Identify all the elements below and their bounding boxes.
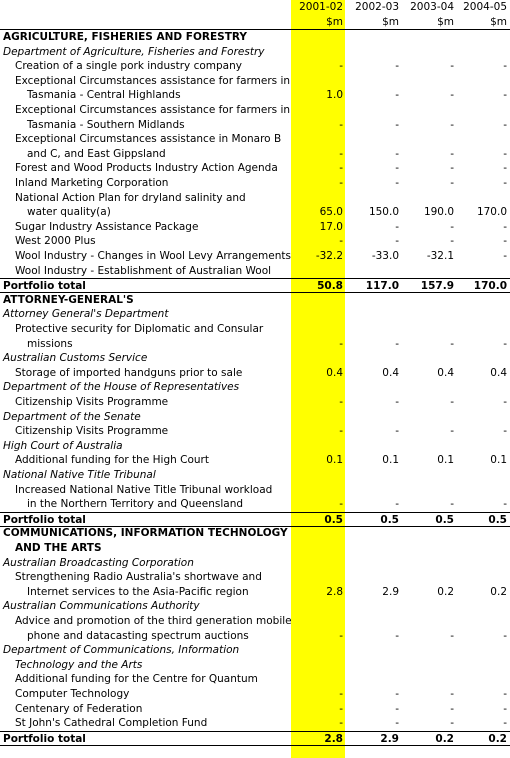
table-row	[0, 366, 510, 381]
table-row	[0, 249, 510, 264]
cell-2001-02: -	[339, 396, 343, 408]
department-row	[0, 380, 510, 395]
cell-2001-02: 1.0	[326, 89, 343, 102]
cell-2003-04: -	[450, 425, 454, 438]
department-row	[0, 468, 510, 483]
section-heading-row	[0, 541, 510, 556]
unit-label: $m	[382, 15, 399, 28]
portfolio-total-row	[0, 731, 510, 746]
table-row	[0, 74, 510, 89]
cell-2004-05: -	[503, 702, 507, 715]
cell-2003-04: 157.9	[420, 280, 454, 293]
department-row	[0, 556, 510, 571]
cell-2001-02: -	[339, 60, 343, 73]
table-row	[0, 161, 510, 176]
row-label: ATTORNEY-GENERAL'S	[3, 293, 134, 306]
cell-2002-03: 117.0	[365, 280, 399, 293]
cell-2003-04: -	[450, 629, 454, 642]
department-row	[0, 351, 510, 366]
cell-2002-03: -	[395, 60, 399, 73]
table-row	[0, 497, 510, 512]
row-label: missions	[27, 337, 73, 350]
table-row	[0, 614, 510, 629]
cell-2004-05: -	[503, 162, 507, 175]
table-row	[0, 147, 510, 162]
cell-2002-03: -	[395, 498, 399, 511]
row-label: Centenary of Federation	[15, 702, 143, 715]
table-row	[0, 322, 510, 337]
cell-2001-02: 0.1	[326, 454, 343, 467]
row-label: Australian Broadcasting Corporation	[3, 556, 194, 569]
department-row	[0, 439, 510, 454]
cell-2003-04: 0.1	[437, 454, 454, 467]
cell-2004-05: -	[503, 235, 507, 248]
table-row	[0, 424, 510, 439]
cell-2004-05: -	[503, 629, 507, 642]
cell-2001-02: 50.8	[317, 280, 343, 293]
row-label: Portfolio total	[3, 513, 86, 526]
row-label: Exceptional Circumstances assistance for farmers in	[15, 74, 291, 87]
row-label: Citizenship Visits Programme	[15, 425, 169, 438]
row-label: Tasmania - Central Highlands	[27, 89, 181, 102]
cell-2001-02: 17.0	[319, 220, 343, 233]
cell-2003-04: -	[450, 498, 454, 511]
col-header-2001-02: 2001-02	[299, 1, 343, 13]
row-label: Sugar Industry Assistance Package	[15, 220, 199, 233]
row-label: Advice and promotion of the third generation mobile	[15, 615, 292, 627]
row-label: Exceptional Circumstances assistance in Monaro B	[15, 133, 282, 146]
table-row	[0, 191, 510, 206]
row-label: Portfolio total	[3, 280, 86, 293]
row-label: Australian Communications Authority	[3, 600, 200, 613]
cell-2003-04: -32.1	[426, 250, 454, 262]
cell-2002-03: -	[395, 629, 399, 642]
cell-2003-04: -	[450, 235, 454, 248]
cell-2001-02: -32.2	[315, 250, 343, 262]
row-label: phone and datacasting spectrum auctions	[27, 629, 249, 642]
cell-2003-04: -	[450, 220, 454, 233]
row-label: Forest and Wood Products Industry Action Agenda	[15, 162, 278, 175]
row-label: Creation of a single pork industry company	[15, 60, 242, 73]
cell-2003-04: -	[450, 89, 454, 102]
table-row	[0, 220, 510, 235]
cell-2001-02: -	[339, 425, 343, 438]
cell-2002-03: 2.9	[380, 732, 399, 745]
row-label: Internet services to the Asia-Pacific region	[27, 585, 249, 598]
row-label: Strengthening Radio Australia's shortwave and	[15, 571, 262, 584]
cell-2001-02: 0.5	[324, 513, 343, 526]
cell-2004-05: 170.0	[476, 206, 507, 219]
department-row	[0, 410, 510, 425]
cell-2003-04: -	[450, 717, 454, 730]
table-row	[0, 687, 510, 702]
header-years-row	[0, 0, 510, 15]
row-label: National Action Plan for dryland salinity and	[15, 191, 246, 204]
table-row	[0, 132, 510, 147]
cell-2003-04: -	[450, 118, 454, 131]
cell-2001-02: -	[339, 118, 343, 131]
cell-2002-03: -	[395, 396, 399, 408]
table-row	[0, 672, 510, 687]
row-label: West 2000 Plus	[15, 235, 96, 248]
cell-2004-05: 0.1	[490, 454, 507, 467]
cell-2003-04: -	[450, 177, 454, 189]
cell-2004-05: -	[503, 89, 507, 102]
cell-2003-04: -	[450, 396, 454, 408]
cell-2004-05: -	[503, 118, 507, 131]
cell-2002-03: -	[395, 717, 399, 730]
row-label: Protective security for Diplomatic and Consular	[15, 323, 264, 335]
row-label: AGRICULTURE, FISHERIES AND FORESTRY	[3, 31, 247, 43]
table-row	[0, 570, 510, 585]
cell-2002-03: 0.1	[382, 454, 399, 467]
table-row	[0, 264, 510, 279]
cell-2003-04: 0.4	[437, 366, 454, 379]
cell-2001-02: 0.4	[326, 366, 343, 379]
cell-2001-02: 65.0	[319, 206, 343, 219]
cell-2001-02: -	[339, 147, 343, 160]
section-heading-row	[0, 30, 510, 45]
cell-2004-05: -	[503, 177, 507, 189]
row-label: Department of Communications, Information	[3, 644, 240, 657]
cell-2004-05: 0.2	[488, 732, 507, 745]
row-label: AND THE ARTS	[15, 542, 102, 554]
unit-label: $m	[326, 15, 343, 28]
row-label: High Court of Australia	[3, 439, 123, 452]
cell-2002-03: -	[395, 147, 399, 160]
cell-2002-03: -	[395, 688, 399, 700]
cell-2002-03: -	[395, 118, 399, 131]
cell-2004-05: -	[503, 498, 507, 511]
row-label: Australian Customs Service	[3, 352, 148, 365]
unit-label: $m	[490, 15, 507, 28]
row-label: Exceptional Circumstances assistance for farmers in	[15, 104, 291, 116]
row-label: COMMUNICATIONS, INFORMATION TECHNOLOGY	[3, 527, 288, 540]
department-row	[0, 643, 510, 658]
cell-2004-05: -	[503, 717, 507, 730]
cell-2001-02: -	[339, 702, 343, 715]
cell-2004-05: -	[503, 396, 507, 408]
row-label: Attorney General's Department	[3, 308, 169, 321]
table-row	[0, 483, 510, 498]
table-row	[0, 716, 510, 731]
cell-2001-02: -	[339, 235, 343, 248]
cell-2003-04: -	[450, 60, 454, 73]
cell-2003-04: -	[450, 162, 454, 175]
cell-2003-04: -	[450, 688, 454, 700]
table-row	[0, 118, 510, 133]
cell-2002-03: 0.5	[380, 513, 399, 526]
cell-2004-05: 170.0	[473, 280, 507, 293]
cell-2002-03: -	[395, 177, 399, 189]
cell-2002-03: -33.0	[371, 250, 399, 262]
cell-2001-02: 2.8	[326, 585, 343, 598]
cell-2003-04: 0.2	[435, 732, 454, 745]
cell-2003-04: 190.0	[423, 206, 454, 219]
row-label: Wool Industry - Changes in Wool Levy Arrangements	[15, 250, 291, 262]
cell-2004-05: 0.2	[490, 585, 507, 598]
row-label: in the Northern Territory and Queensland	[27, 498, 244, 511]
department-row	[0, 307, 510, 322]
cell-2004-05: -	[503, 250, 507, 262]
cell-2001-02: 2.8	[324, 732, 343, 745]
col-header-2002-03: 2002-03	[355, 1, 399, 13]
cell-2002-03: -	[395, 220, 399, 233]
cell-2002-03: -	[395, 425, 399, 438]
cell-2001-02: -	[339, 162, 343, 175]
row-label: Department of the House of Representatives	[3, 381, 240, 394]
table-row	[0, 395, 510, 410]
cell-2004-05: 0.4	[490, 366, 507, 379]
section-heading-row	[0, 293, 510, 308]
col-header-2003-04: 2003-04	[410, 1, 454, 13]
row-label: Tasmania - Southern Midlands	[27, 118, 185, 131]
row-label: Inland Marketing Corporation	[15, 177, 169, 189]
cell-2004-05: -	[503, 337, 507, 350]
table-row	[0, 453, 510, 468]
row-label: Citizenship Visits Programme	[15, 396, 169, 408]
row-label: Department of Agriculture, Fisheries and Forestry	[3, 45, 265, 58]
row-label: Computer Technology	[15, 688, 130, 700]
row-label: Increased National Native Title Tribunal workload	[15, 483, 273, 496]
table-row	[0, 629, 510, 644]
row-label: National Native Title Tribunal	[3, 469, 156, 481]
row-label: St John's Cathedral Completion Fund	[15, 717, 208, 730]
cell-2003-04: -	[450, 337, 454, 350]
cell-2001-02: -	[339, 688, 343, 700]
cell-2003-04: -	[450, 147, 454, 160]
row-label: Storage of imported handguns prior to sale	[15, 366, 243, 379]
row-label: and C, and East Gippsland	[27, 147, 166, 160]
cell-2003-04: 0.2	[437, 585, 454, 598]
table-row	[0, 88, 510, 103]
cell-2002-03: 2.9	[382, 585, 399, 598]
table-row	[0, 59, 510, 74]
row-label: Additional funding for the High Court	[15, 454, 209, 467]
cell-2001-02: -	[339, 717, 343, 730]
department-row	[0, 658, 510, 673]
cell-2001-02: -	[339, 337, 343, 350]
department-row	[0, 45, 510, 60]
cell-2004-05: -	[503, 688, 507, 700]
table-row	[0, 702, 510, 717]
table-row	[0, 103, 510, 118]
header-unit-row	[0, 15, 510, 30]
cell-2002-03: -	[395, 702, 399, 715]
unit-label: $m	[437, 15, 454, 28]
cell-2004-05: -	[503, 425, 507, 438]
cell-2002-03: -	[395, 89, 399, 102]
cell-2004-05: -	[503, 220, 507, 233]
cell-2001-02: -	[339, 498, 343, 511]
portfolio-total-row	[0, 512, 510, 527]
cell-2002-03: 150.0	[368, 206, 399, 219]
table-row	[0, 234, 510, 249]
row-label: Technology and the Arts	[15, 658, 143, 671]
cell-2004-05: 0.5	[488, 513, 507, 526]
cell-2002-03: -	[395, 162, 399, 175]
cell-2001-02: -	[339, 177, 343, 189]
row-label: Department of the Senate	[3, 410, 141, 423]
cell-2002-03: -	[395, 337, 399, 350]
table-row	[0, 585, 510, 600]
table-row	[0, 205, 510, 220]
cell-2002-03: -	[395, 235, 399, 248]
department-row	[0, 599, 510, 614]
cell-2004-05: -	[503, 147, 507, 160]
table-row	[0, 176, 510, 191]
row-label: Portfolio total	[3, 732, 86, 745]
cell-2004-05: -	[503, 60, 507, 73]
row-label: Additional funding for the Centre for Quantum	[15, 673, 258, 686]
col-header-2004-05: 2004-05	[463, 1, 507, 13]
table-row	[0, 337, 510, 352]
cell-2003-04: -	[450, 702, 454, 715]
cell-2003-04: 0.5	[435, 513, 454, 526]
row-label: Wool Industry - Establishment of Australian Wool	[15, 264, 272, 277]
row-label: water quality(a)	[27, 206, 111, 219]
cell-2002-03: 0.4	[382, 366, 399, 379]
section-heading-row	[0, 526, 510, 541]
cell-2001-02: -	[339, 629, 343, 642]
portfolio-total-row	[0, 278, 510, 293]
